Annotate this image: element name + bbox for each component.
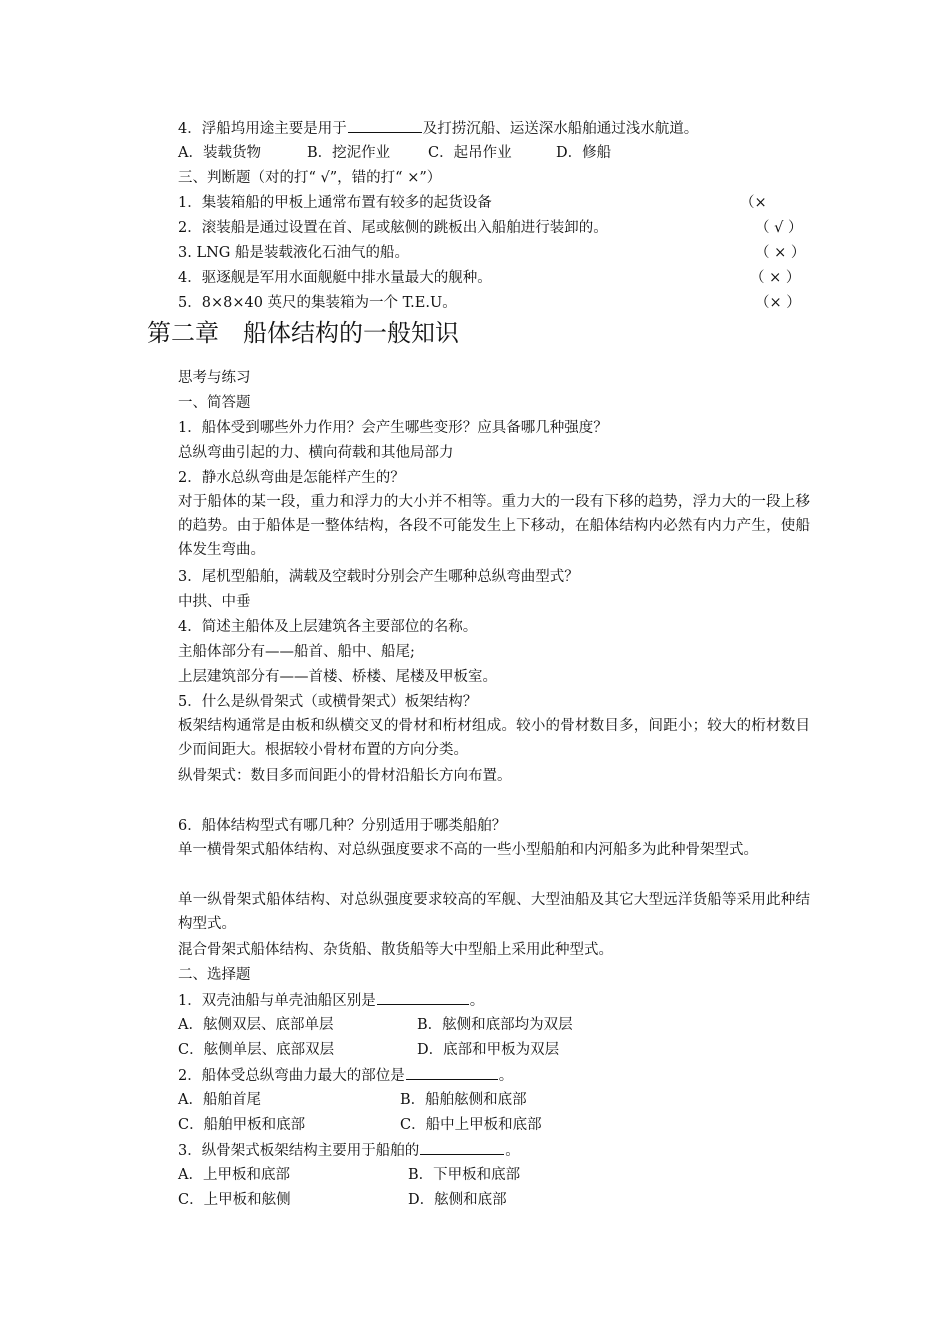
answer: 板架结构通常是由板和纵横交叉的骨材和桁材组成。较小的骨材数目多，间距小；较大的桁材数目少而间距大。根据较小骨材布置的方向分类。 — [178, 718, 810, 758]
answer: 上层建筑部分有——首楼、桥楼、尾楼及甲板室。 — [178, 669, 497, 685]
option: B．挖泥作业 — [307, 145, 391, 161]
choice-question-3 — [178, 1140, 520, 1161]
section-heading: 二、选择题 — [178, 967, 251, 983]
choice-question-2 — [178, 1065, 513, 1086]
question: 6．船体结构型式有哪几种？分别适用于哪类船舶？ — [178, 818, 507, 834]
answer: 总纵弯曲引起的力、横向荷载和其他局部力 — [178, 445, 454, 461]
option: A．上甲板和底部 — [178, 1167, 290, 1183]
section-heading: 三、判断题（对的打“ √”，错的打“ ×”） — [178, 170, 442, 186]
answer: 中拱、中垂 — [178, 594, 251, 610]
option: D．舷侧和底部 — [408, 1192, 507, 1208]
question: 4．简述主船体及上层建筑各主要部位的名称。 — [178, 619, 478, 635]
answer: 单一纵骨架式船体结构、对总纵强度要求较高的军舰、大型油船及其它大型远洋货船等采用此种结构型式。 — [178, 892, 810, 932]
judge-item: 4．驱逐舰是军用水面舰艇中排水量最大的舰种。 — [178, 270, 492, 286]
answer-blank — [348, 118, 422, 133]
option: A．船舶首尾 — [178, 1092, 261, 1108]
option: A．舷侧双层、底部单层 — [178, 1017, 334, 1033]
answer: 对于船体的某一段，重力和浮力的大小并不相等。重力大的一段有下移的趋势，浮力大的一段上移的趋势。由于船体是一整体结构，各段不可能发生上下移动，在船体结构内必然有内力产生，使船体发生弯曲。 — [178, 494, 810, 558]
judge-mark: （ × ） — [750, 270, 801, 286]
question-text: 2．船体受总纵弯曲力最大的部位是 — [178, 1068, 405, 1084]
chapter-title: 第二章 船体结构的一般知识 — [147, 319, 459, 347]
question: 1．船体受到哪些外力作用？会产生哪些变形？应具备哪几种强度？ — [178, 420, 608, 436]
question-text: 。 — [498, 1068, 514, 1084]
judge-item: 5．8×8×40 英尺的集装箱为一个 T.E.U。 — [178, 295, 457, 311]
answer: 单一横骨架式船体结构、对总纵强度要求不高的一些小型船舶和内河船多为此种骨架型式。 — [178, 842, 758, 858]
option: C．舷侧单层、底部双层 — [178, 1042, 335, 1058]
option: C．上甲板和舷侧 — [178, 1192, 291, 1208]
option: C．船中上甲板和底部 — [400, 1117, 542, 1133]
judge-mark: （ × ） — [755, 245, 806, 261]
answer: 混合骨架式船体结构、杂货船、散货船等大中型船上采用此种型式。 — [178, 942, 613, 958]
option: D．底部和甲板为双层 — [417, 1042, 560, 1058]
judge-mark: （× ） — [755, 295, 801, 311]
section-heading: 一、简答题 — [178, 395, 251, 411]
option: A．装载货物 — [178, 145, 261, 161]
option: C．船舶甲板和底部 — [178, 1117, 306, 1133]
question-text: 及打捞沉船、运送深水船舶通过浅水航道。 — [422, 121, 699, 137]
option: D．修船 — [556, 145, 612, 161]
option: C．起吊作业 — [428, 145, 512, 161]
answer: 主船体部分有——船首、船中、船尾; — [178, 644, 415, 660]
judge-item: 3. LNG 船是装载液化石油气的船。 — [178, 245, 409, 261]
judge-mark: （ √ ） — [755, 220, 803, 236]
judge-item: 2．滚装船是通过设置在首、尾或舷侧的跳板出入船舶进行装卸的。 — [178, 220, 608, 236]
option: B．下甲板和底部 — [408, 1167, 521, 1183]
choice-question-1 — [178, 990, 484, 1011]
question-4 — [178, 118, 698, 139]
question: 2．静水总纵弯曲是怎能样产生的？ — [178, 470, 405, 486]
practice-heading: 思考与练习 — [178, 370, 251, 386]
answer-blank — [420, 1140, 504, 1155]
question-text: 。 — [505, 1143, 520, 1159]
option: B．舷侧和底部均为双层 — [417, 1017, 573, 1033]
judge-item: 1．集装箱船的甲板上通常布置有较多的起货设备 — [178, 195, 492, 211]
question: 5．什么是纵骨架式（或横骨架式）板架结构？ — [178, 694, 478, 710]
answer-blank — [377, 990, 469, 1005]
question-text: 。 — [469, 993, 485, 1009]
question-text: 1．双壳油船与单壳油船区别是 — [178, 993, 376, 1009]
question-text: 3．纵骨架式板架结构主要用于船舶的 — [178, 1143, 420, 1159]
answer: 纵骨架式：数目多而间距小的骨材沿船长方向布置。 — [178, 768, 512, 784]
question-text: 4．浮船坞用途主要是用于 — [178, 121, 347, 137]
option: B．船舶舷侧和底部 — [400, 1092, 527, 1108]
judge-mark: （× — [740, 195, 767, 211]
answer-blank — [406, 1065, 498, 1080]
question: 3．尾机型船舶，满载及空载时分别会产生哪种总纵弯曲型式？ — [178, 569, 579, 585]
